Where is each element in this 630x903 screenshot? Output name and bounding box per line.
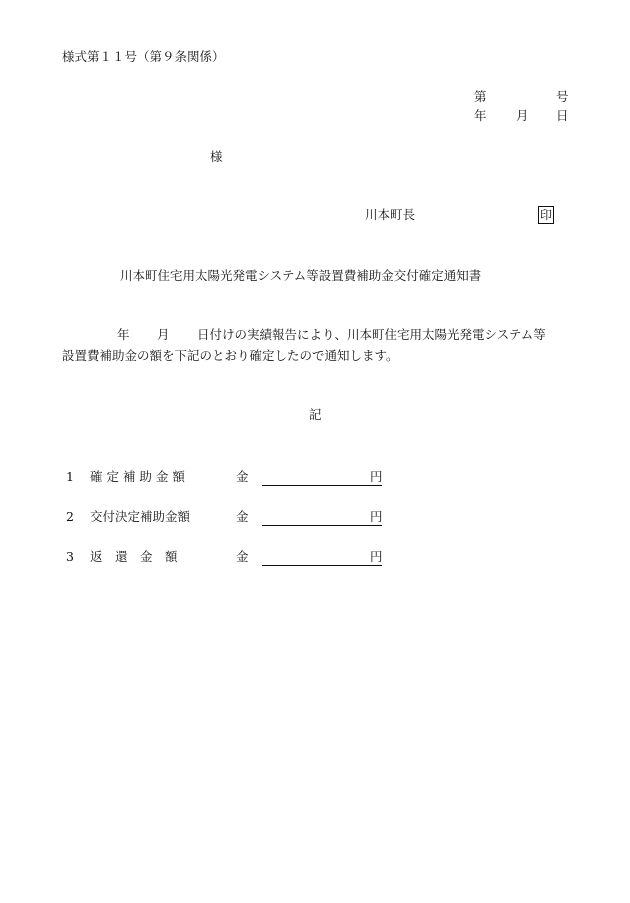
body-month: 月	[157, 327, 170, 342]
issuer-name: 川本町長	[365, 207, 416, 222]
item-label: 確 定 補 助 金 額	[90, 469, 185, 484]
amount-blank-line	[262, 485, 382, 486]
item-prefix: 金	[236, 509, 249, 524]
ki-heading: 記	[309, 407, 322, 422]
item-prefix: 金	[236, 469, 249, 484]
document-title: 川本町住宅用太陽光発電システム等設置費補助金交付確定通知書	[120, 268, 482, 283]
body-line-2: 設置費補助金の額を下記のとおり確定したので通知します。	[62, 348, 399, 363]
item-number: 3	[66, 549, 74, 564]
item-unit: 円	[370, 469, 383, 484]
amount-blank-line	[262, 565, 382, 566]
item-label: 返 還 金 額	[90, 549, 178, 564]
addressee-suffix: 様	[210, 149, 223, 164]
date-day: 日	[556, 108, 569, 123]
seal-mark: 印	[539, 208, 552, 222]
item-unit: 円	[370, 549, 383, 564]
doc-number-go: 号	[556, 89, 569, 104]
date-year: 年	[474, 108, 487, 123]
date-month: 月	[516, 108, 529, 123]
item-number: 1	[66, 469, 74, 484]
body-year: 年	[117, 327, 130, 342]
item-label: 交付決定補助金額	[90, 509, 191, 524]
doc-number-dai: 第	[474, 89, 487, 104]
item-number: 2	[66, 509, 74, 524]
body-line-1: 日付けの実績報告により、川本町住宅用太陽光発電システム等	[197, 327, 546, 342]
item-unit: 円	[370, 509, 383, 524]
form-number: 様式第１１号（第９条関係）	[62, 49, 225, 64]
item-prefix: 金	[236, 549, 249, 564]
amount-blank-line	[262, 525, 382, 526]
